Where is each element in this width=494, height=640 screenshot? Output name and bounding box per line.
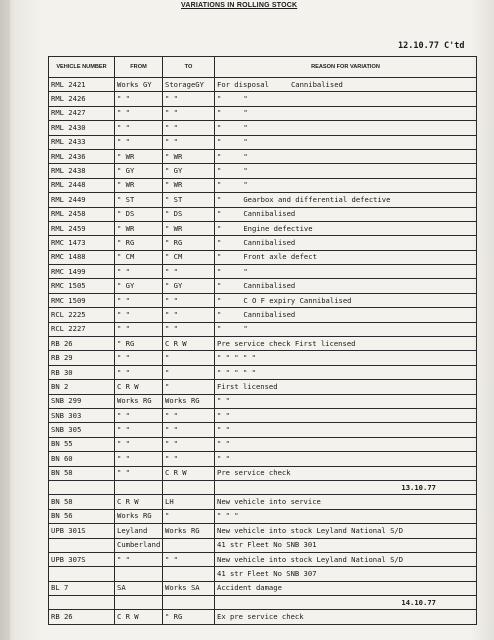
from-cell: C R W (115, 495, 163, 509)
from-cell: " WR (115, 178, 163, 192)
reason-cell (215, 135, 477, 149)
vehicle-number-cell: RML 2426 (49, 92, 115, 106)
vehicle-number-cell: RMC 1488 (49, 250, 115, 264)
vehicle-number-cell: RMC 1499 (49, 265, 115, 279)
reason-detail-text: " (243, 137, 248, 147)
reason-cell (215, 221, 477, 235)
from-cell: " " (115, 135, 163, 149)
reason-cell (215, 480, 477, 494)
reason-detail-text: " (243, 180, 248, 190)
table-row (49, 135, 477, 149)
table-row (49, 495, 477, 509)
table-row (49, 552, 477, 566)
reason-cell (215, 106, 477, 120)
from-cell: " RG (115, 337, 163, 351)
vehicle-number-cell (49, 480, 115, 494)
vehicle-number-cell: RML 2427 (49, 106, 115, 120)
reason-cell (215, 538, 477, 552)
reason-text: " (217, 108, 222, 118)
reason-cell (215, 293, 477, 307)
reason-text: Pre service check First licensed (217, 338, 356, 348)
to-cell: " " (163, 265, 215, 279)
reason-text: New vehicle into stock Leyland National S/D (217, 525, 404, 535)
table-row (49, 106, 477, 120)
table-row (49, 394, 477, 408)
reason-text: 41 str Fleet No SNB 307 (217, 568, 317, 578)
reason-detail-text: Front axle defect (243, 252, 317, 262)
reason-cell (215, 423, 477, 437)
from-cell: " GY (115, 279, 163, 293)
reason-cell (215, 149, 477, 163)
vehicle-number-cell: SNB 303 (49, 408, 115, 422)
reason-cell (215, 394, 477, 408)
vehicle-number-cell: RCL 2227 (49, 322, 115, 336)
table-row (49, 92, 477, 106)
from-cell: " " (115, 106, 163, 120)
table-row (49, 221, 477, 235)
to-cell: " WR (163, 178, 215, 192)
vehicle-number-cell: RML 2438 (49, 164, 115, 178)
to-cell: " RG (163, 610, 215, 624)
from-cell: Works RG (115, 394, 163, 408)
reason-detail-text: " (243, 324, 248, 334)
reason-cell (215, 351, 477, 365)
reason-text: " " (217, 439, 230, 449)
from-cell: " " (115, 92, 163, 106)
to-cell: " " (163, 552, 215, 566)
table-row (49, 581, 477, 595)
to-cell: " " (163, 106, 215, 120)
reason-cell (215, 193, 477, 207)
from-cell: " " (115, 121, 163, 135)
to-cell: " CM (163, 250, 215, 264)
column-header-reason: REASON FOR VARIATION (215, 57, 477, 78)
vehicle-number-cell: RML 2459 (49, 221, 115, 235)
table-row (49, 308, 477, 322)
table-body (49, 78, 477, 625)
table-row (49, 567, 477, 581)
from-cell: Cumberland (115, 538, 163, 552)
from-cell: " WR (115, 221, 163, 235)
to-cell (163, 567, 215, 581)
table-row (49, 351, 477, 365)
table-row (49, 78, 477, 92)
to-cell: " (163, 509, 215, 523)
reason-text: First licensed (217, 381, 278, 391)
to-cell: LH (163, 495, 215, 509)
reason-cell (215, 365, 477, 379)
reason-text: " (217, 180, 222, 190)
from-cell: " " (115, 466, 163, 480)
table-row (49, 408, 477, 422)
to-cell: " WR (163, 221, 215, 235)
column-header-to: TO (163, 57, 215, 78)
to-cell: Works SA (163, 581, 215, 595)
reason-cell (215, 207, 477, 221)
to-cell: " DS (163, 207, 215, 221)
vehicle-number-cell: UPB 301S (49, 524, 115, 538)
table-row (49, 207, 477, 221)
reason-cell (215, 452, 477, 466)
document-date: 12.10.77 C'td (398, 41, 465, 51)
to-cell: " (163, 380, 215, 394)
reason-cell (215, 495, 477, 509)
to-cell (163, 538, 215, 552)
reason-cell (215, 437, 477, 451)
from-cell: " " (115, 265, 163, 279)
reason-detail-text: " (243, 94, 248, 104)
table-row (49, 380, 477, 394)
reason-text: " " (217, 425, 230, 435)
reason-cell (215, 524, 477, 538)
from-cell: " " (115, 322, 163, 336)
vehicle-number-cell: BN 58 (49, 495, 115, 509)
column-header-vehicle: VEHICLE NUMBER (49, 57, 115, 78)
reason-detail-text: Cannibalised (243, 237, 296, 247)
reason-detail-text: " (243, 108, 248, 118)
vehicle-number-cell: RMC 1473 (49, 236, 115, 250)
vehicle-number-cell: RMC 1505 (49, 279, 115, 293)
from-cell: " " (115, 365, 163, 379)
from-cell: " " (115, 351, 163, 365)
reason-detail-text: " (243, 151, 248, 161)
reason-text: " " (217, 453, 230, 463)
to-cell: " WR (163, 149, 215, 163)
reason-text: 41 str Fleet No SNB 301 (217, 540, 317, 550)
to-cell: " " (163, 135, 215, 149)
to-cell: C R W (163, 466, 215, 480)
vehicle-number-cell: SNB 299 (49, 394, 115, 408)
table-row (49, 480, 477, 494)
from-cell: " " (115, 293, 163, 307)
reason-detail-text: Cannibalised (243, 209, 296, 219)
from-cell: " " (115, 308, 163, 322)
from-cell: " CM (115, 250, 163, 264)
from-cell: " " (115, 423, 163, 437)
from-cell: " " (115, 408, 163, 422)
table-row (49, 322, 477, 336)
from-cell (115, 596, 163, 610)
from-cell: " RG (115, 236, 163, 250)
vehicle-number-cell: RB 26 (49, 610, 115, 624)
table-row (49, 265, 477, 279)
from-cell (115, 567, 163, 581)
table-row (49, 279, 477, 293)
reason-cell (215, 236, 477, 250)
table-row (49, 423, 477, 437)
vehicle-number-cell: RML 2433 (49, 135, 115, 149)
table-row (49, 437, 477, 451)
reason-detail-text: C O F expiry Cannibalised (243, 295, 352, 305)
reason-text: " (217, 151, 222, 161)
vehicle-number-cell: RCL 2225 (49, 308, 115, 322)
table-row (49, 452, 477, 466)
reason-cell (215, 552, 477, 566)
reason-cell (215, 337, 477, 351)
reason-detail-text: 14.10.77 (401, 597, 436, 607)
variations-table (48, 56, 477, 625)
to-cell: " " (163, 437, 215, 451)
page-title: VARIATIONS IN ROLLING STOCK (181, 2, 298, 9)
column-header-from: FROM (115, 57, 163, 78)
table-row (49, 337, 477, 351)
to-cell (163, 596, 215, 610)
reason-detail-text: Cannibalised (243, 309, 296, 319)
vehicle-number-cell: BN 60 (49, 452, 115, 466)
vehicle-number-cell: RML 2449 (49, 193, 115, 207)
reason-cell (215, 250, 477, 264)
reason-cell (215, 408, 477, 422)
from-cell: " WR (115, 149, 163, 163)
reason-text: New vehicle into stock Leyland National S/D (217, 554, 404, 564)
table-row (49, 610, 477, 624)
to-cell: " " (163, 92, 215, 106)
vehicle-number-cell: RMC 1509 (49, 293, 115, 307)
to-cell: " " (163, 423, 215, 437)
to-cell: " (163, 351, 215, 365)
reason-detail-text: 13.10.77 (401, 482, 436, 492)
from-cell: " DS (115, 207, 163, 221)
reason-text: " (217, 122, 222, 132)
scan-shadow (0, 0, 10, 640)
vehicle-number-cell: BL 7 (49, 581, 115, 595)
table-row (49, 193, 477, 207)
vehicle-number-cell: RML 2436 (49, 149, 115, 163)
reason-text: " (217, 252, 222, 262)
to-cell (163, 480, 215, 494)
reason-cell (215, 596, 477, 610)
vehicle-number-cell: RML 2448 (49, 178, 115, 192)
reason-text: " (217, 166, 222, 176)
reason-text: " (217, 237, 222, 247)
reason-text: " (217, 94, 222, 104)
table-row (49, 178, 477, 192)
table-row (49, 466, 477, 480)
reason-cell (215, 121, 477, 135)
reason-cell (215, 466, 477, 480)
reason-cell (215, 509, 477, 523)
table-row (49, 509, 477, 523)
reason-cell (215, 308, 477, 322)
to-cell: " " (163, 308, 215, 322)
vehicle-number-cell: BN 55 (49, 437, 115, 451)
table-row (49, 121, 477, 135)
vehicle-number-cell: UPB 307S (49, 552, 115, 566)
to-cell: StorageGY (163, 78, 215, 92)
vehicle-number-cell: RB 29 (49, 351, 115, 365)
reason-cell (215, 322, 477, 336)
to-cell: " ST (163, 193, 215, 207)
reason-text: Pre service check (217, 468, 291, 478)
reason-detail-text: Cannibalised (243, 281, 296, 291)
vehicle-number-cell: BN 58 (49, 466, 115, 480)
vehicle-number-cell: SNB 305 (49, 423, 115, 437)
to-cell: Works RG (163, 524, 215, 538)
to-cell: " " (163, 121, 215, 135)
reason-cell (215, 78, 477, 92)
from-cell: Works RG (115, 509, 163, 523)
vehicle-number-cell (49, 538, 115, 552)
from-cell: Leyland (115, 524, 163, 538)
reason-cell (215, 610, 477, 624)
vehicle-number-cell: RML 2430 (49, 121, 115, 135)
from-cell: " " (115, 452, 163, 466)
reason-cell (215, 380, 477, 394)
reason-text: " (217, 309, 222, 319)
reason-cell (215, 92, 477, 106)
to-cell: " GY (163, 279, 215, 293)
reason-cell (215, 265, 477, 279)
from-cell: " ST (115, 193, 163, 207)
vehicle-number-cell (49, 567, 115, 581)
from-cell: " " (115, 552, 163, 566)
table-row (49, 236, 477, 250)
to-cell: " GY (163, 164, 215, 178)
table-row (49, 164, 477, 178)
reason-text: " " (217, 396, 230, 406)
table-row (49, 596, 477, 610)
from-cell: SA (115, 581, 163, 595)
table-row (49, 250, 477, 264)
reason-detail-text: Gearbox and differential defective (243, 194, 391, 204)
from-cell: C R W (115, 610, 163, 624)
table-header-row (49, 57, 477, 78)
reason-detail-text: Engine defective (243, 223, 313, 233)
reason-cell (215, 279, 477, 293)
reason-text: Accident damage (217, 583, 282, 593)
reason-text: " (217, 194, 222, 204)
table-row (49, 365, 477, 379)
vehicle-number-cell: BN 2 (49, 380, 115, 394)
from-cell: " " (115, 437, 163, 451)
vehicle-number-cell: BN 56 (49, 509, 115, 523)
vehicle-number-cell: RB 26 (49, 337, 115, 351)
to-cell: " " (163, 322, 215, 336)
reason-text: " (217, 266, 222, 276)
reason-text: " (217, 137, 222, 147)
to-cell: " (163, 365, 215, 379)
reason-detail-text: " (243, 122, 248, 132)
reason-detail-text: " (243, 266, 248, 276)
vehicle-number-cell: RB 30 (49, 365, 115, 379)
vehicle-number-cell (49, 596, 115, 610)
from-cell: " GY (115, 164, 163, 178)
to-cell: " RG (163, 236, 215, 250)
reason-text: " (217, 281, 222, 291)
reason-cell (215, 567, 477, 581)
to-cell: C R W (163, 337, 215, 351)
from-cell: Works GY (115, 78, 163, 92)
reason-text: For disposal (217, 79, 269, 89)
from-cell (115, 480, 163, 494)
vehicle-number-cell: RML 2421 (49, 78, 115, 92)
reason-cell (215, 164, 477, 178)
reason-text: " (217, 295, 222, 305)
reason-text: " " " " " (217, 367, 256, 377)
to-cell: " " (163, 293, 215, 307)
reason-text: " " " (217, 511, 239, 521)
to-cell: " " (163, 452, 215, 466)
reason-text: " (217, 209, 222, 219)
table-row (49, 293, 477, 307)
reason-cell (215, 178, 477, 192)
to-cell: " " (163, 408, 215, 422)
reason-detail-text: Cannibalised (290, 79, 343, 89)
reason-text: " " (217, 410, 230, 420)
to-cell: Works RG (163, 394, 215, 408)
vehicle-number-cell: RML 2458 (49, 207, 115, 221)
reason-cell (215, 581, 477, 595)
reason-text: " (217, 223, 222, 233)
table-row (49, 524, 477, 538)
reason-text: Ex pre service check (217, 612, 304, 622)
from-cell: C R W (115, 380, 163, 394)
table-row (49, 149, 477, 163)
reason-text: " " " " " (217, 353, 256, 363)
reason-detail-text: " (243, 166, 248, 176)
table-row (49, 538, 477, 552)
reason-text: New vehicle into service (217, 497, 321, 507)
reason-text: " (217, 324, 222, 334)
